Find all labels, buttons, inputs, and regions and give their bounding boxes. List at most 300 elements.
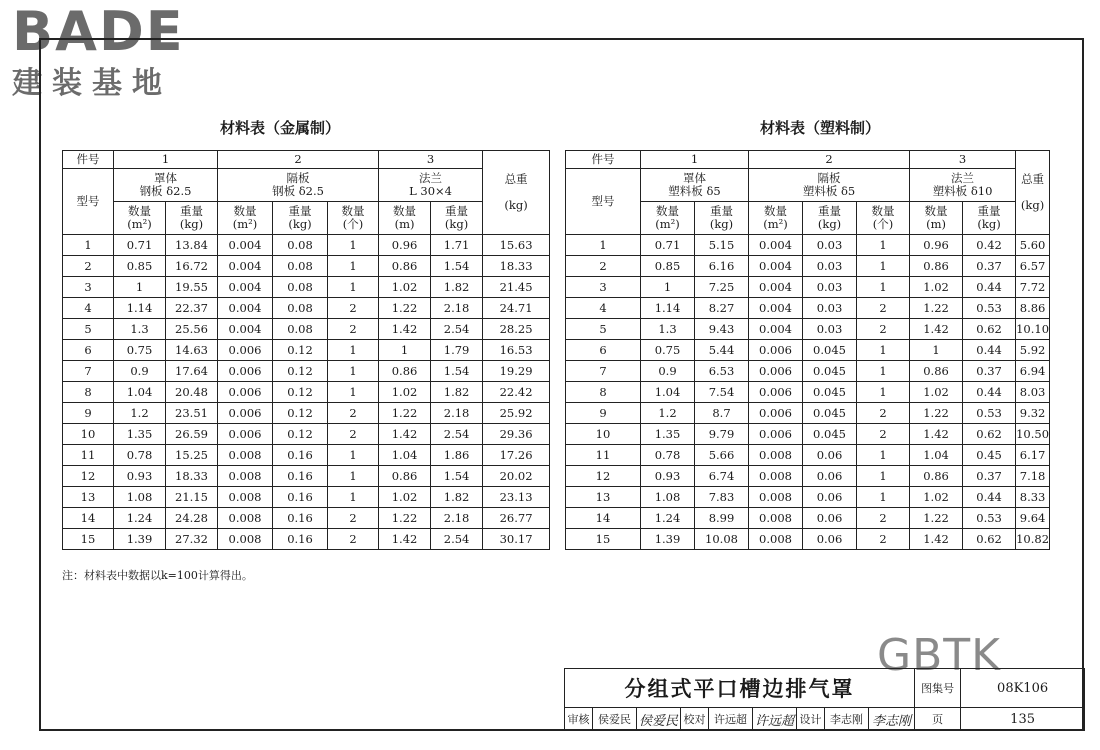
value-cell: 1.08 <box>114 487 166 508</box>
value-cell: 22.42 <box>483 382 550 403</box>
value-cell: 0.62 <box>963 424 1016 445</box>
value-cell: 1 <box>328 277 379 298</box>
value-cell: 1.24 <box>114 508 166 529</box>
value-cell: 1 <box>328 382 379 403</box>
value-cell: 5.44 <box>695 340 749 361</box>
value-cell: 18.33 <box>483 256 550 277</box>
value-cell: 10.08 <box>695 529 749 550</box>
value-cell: 0.53 <box>963 298 1016 319</box>
metal-table-title: 材料表（金属制） <box>219 119 340 137</box>
value-cell: 1 <box>857 361 910 382</box>
part-3-desc: 法兰 L 30×4 <box>379 169 483 202</box>
value-cell: 1.39 <box>114 529 166 550</box>
model-cell: 12 <box>63 466 114 487</box>
table-row <box>63 403 550 424</box>
value-cell: 0.96 <box>910 235 963 256</box>
value-cell: 0.96 <box>379 235 431 256</box>
value-cell: 0.86 <box>910 256 963 277</box>
value-cell: 5.60 <box>1016 235 1050 256</box>
value-cell: 0.004 <box>749 277 803 298</box>
value-cell: 29.36 <box>483 424 550 445</box>
value-cell: 8.7 <box>695 403 749 424</box>
drawing-title: 分组式平口槽边排气罩 <box>565 669 915 708</box>
design-signature: 李志刚 <box>869 708 915 731</box>
col-header: 重量 (kg) <box>803 202 857 235</box>
model-cell: 5 <box>566 319 641 340</box>
table-row <box>566 256 1050 277</box>
model-cell: 8 <box>566 382 641 403</box>
value-cell: 7.18 <box>1016 466 1050 487</box>
value-cell: 1.54 <box>431 466 483 487</box>
value-cell: 10.82 <box>1016 529 1050 550</box>
part-1-no: 1 <box>641 151 749 169</box>
value-cell: 6.53 <box>695 361 749 382</box>
model-cell: 12 <box>566 466 641 487</box>
table-row <box>566 361 1050 382</box>
value-cell: 0.004 <box>218 319 273 340</box>
value-cell: 2 <box>328 319 379 340</box>
review-name: 侯爱民 <box>593 708 637 731</box>
value-cell: 0.004 <box>749 235 803 256</box>
col-header: 数量 (m²) <box>114 202 166 235</box>
value-cell: 2.54 <box>431 529 483 550</box>
col-header: 重量 (kg) <box>695 202 749 235</box>
value-cell: 1.54 <box>431 256 483 277</box>
value-cell: 0.62 <box>963 529 1016 550</box>
metal-material-table <box>62 150 550 550</box>
value-cell: 1 <box>328 487 379 508</box>
value-cell: 22.37 <box>166 298 218 319</box>
value-cell: 0.03 <box>803 256 857 277</box>
model-cell: 6 <box>566 340 641 361</box>
model-cell: 13 <box>566 487 641 508</box>
value-cell: 13.84 <box>166 235 218 256</box>
value-cell: 0.045 <box>803 361 857 382</box>
part-2-desc: 隔板 钢板 δ2.5 <box>218 169 379 202</box>
value-cell: 2.54 <box>431 424 483 445</box>
value-cell: 1 <box>857 382 910 403</box>
value-cell: 0.008 <box>218 466 273 487</box>
value-cell: 0.06 <box>803 466 857 487</box>
value-cell: 1.04 <box>114 382 166 403</box>
value-cell: 0.008 <box>218 508 273 529</box>
value-cell: 0.16 <box>273 487 328 508</box>
value-cell: 2 <box>328 529 379 550</box>
plastic-table-title: 材料表（塑料制） <box>759 119 880 137</box>
value-cell: 0.53 <box>963 403 1016 424</box>
table-row <box>566 529 1050 550</box>
title-block <box>564 668 1085 731</box>
value-cell: 20.48 <box>166 382 218 403</box>
review-label: 审核 <box>565 708 593 731</box>
value-cell: 1.3 <box>641 319 695 340</box>
model-cell: 10 <box>63 424 114 445</box>
value-cell: 1 <box>328 445 379 466</box>
value-cell: 1.02 <box>379 277 431 298</box>
value-cell: 1.71 <box>431 235 483 256</box>
value-cell: 1.08 <box>641 487 695 508</box>
table-row <box>63 508 550 529</box>
col-header: 数量 (m²) <box>641 202 695 235</box>
value-cell: 1.24 <box>641 508 695 529</box>
design-label: 设计 <box>797 708 825 731</box>
value-cell: 0.85 <box>114 256 166 277</box>
value-cell: 1.42 <box>379 424 431 445</box>
part-2-no: 2 <box>749 151 910 169</box>
value-cell: 0.006 <box>218 424 273 445</box>
model-cell: 2 <box>63 256 114 277</box>
value-cell: 0.16 <box>273 445 328 466</box>
value-cell: 1 <box>641 277 695 298</box>
value-cell: 30.17 <box>483 529 550 550</box>
value-cell: 1 <box>857 340 910 361</box>
table-row <box>63 235 550 256</box>
value-cell: 1.82 <box>431 487 483 508</box>
value-cell: 1.04 <box>379 445 431 466</box>
col-header: 重量 (kg) <box>963 202 1016 235</box>
value-cell: 1.02 <box>379 487 431 508</box>
value-cell: 1.82 <box>431 277 483 298</box>
value-cell: 0.44 <box>963 487 1016 508</box>
value-cell: 9.32 <box>1016 403 1050 424</box>
value-cell: 0.08 <box>273 298 328 319</box>
model-cell: 4 <box>63 298 114 319</box>
table-row <box>566 382 1050 403</box>
watermark: GBTK <box>877 630 1002 681</box>
value-cell: 17.26 <box>483 445 550 466</box>
value-cell: 6.17 <box>1016 445 1050 466</box>
value-cell: 6.16 <box>695 256 749 277</box>
value-cell: 26.77 <box>483 508 550 529</box>
atlas-label: 图集号 <box>915 669 961 708</box>
value-cell: 1.02 <box>910 382 963 403</box>
value-cell: 1 <box>857 487 910 508</box>
value-cell: 1 <box>857 235 910 256</box>
model-cell: 1 <box>566 235 641 256</box>
value-cell: 0.08 <box>273 256 328 277</box>
model-cell: 3 <box>566 277 641 298</box>
model-cell: 7 <box>63 361 114 382</box>
col-header: 数量 (m²) <box>218 202 273 235</box>
value-cell: 2 <box>857 529 910 550</box>
part-2-desc: 隔板 塑料板 δ5 <box>749 169 910 202</box>
model-cell: 15 <box>63 529 114 550</box>
value-cell: 1.42 <box>910 319 963 340</box>
value-cell: 0.004 <box>218 277 273 298</box>
value-cell: 0.37 <box>963 361 1016 382</box>
value-cell: 1 <box>379 340 431 361</box>
value-cell: 21.15 <box>166 487 218 508</box>
table-row <box>566 466 1050 487</box>
value-cell: 8.86 <box>1016 298 1050 319</box>
model-cell: 7 <box>566 361 641 382</box>
value-cell: 1.22 <box>910 298 963 319</box>
model-cell: 2 <box>566 256 641 277</box>
table-row <box>566 508 1050 529</box>
value-cell: 0.03 <box>803 319 857 340</box>
model-cell: 11 <box>566 445 641 466</box>
value-cell: 0.006 <box>218 340 273 361</box>
value-cell: 0.16 <box>273 529 328 550</box>
value-cell: 0.12 <box>273 340 328 361</box>
value-cell: 5.15 <box>695 235 749 256</box>
value-cell: 0.85 <box>641 256 695 277</box>
value-cell: 23.13 <box>483 487 550 508</box>
value-cell: 1.02 <box>379 382 431 403</box>
table-row <box>63 340 550 361</box>
value-cell: 1 <box>328 340 379 361</box>
value-cell: 0.44 <box>963 277 1016 298</box>
value-cell: 0.93 <box>641 466 695 487</box>
value-cell: 8.03 <box>1016 382 1050 403</box>
col-header: 数量 (m) <box>910 202 963 235</box>
value-cell: 1.39 <box>641 529 695 550</box>
total-weight-header: 总重 (kg) <box>483 151 550 235</box>
table-row <box>63 256 550 277</box>
part-3-desc: 法兰 塑料板 δ10 <box>910 169 1016 202</box>
value-cell: 5.66 <box>695 445 749 466</box>
col-header: 数量 (m²) <box>749 202 803 235</box>
value-cell: 0.9 <box>114 361 166 382</box>
col-header: 数量 (个) <box>857 202 910 235</box>
value-cell: 0.045 <box>803 403 857 424</box>
value-cell: 18.33 <box>166 466 218 487</box>
value-cell: 2.18 <box>431 403 483 424</box>
value-cell: 1 <box>857 277 910 298</box>
value-cell: 17.64 <box>166 361 218 382</box>
value-cell: 0.004 <box>749 298 803 319</box>
value-cell: 0.12 <box>273 424 328 445</box>
value-cell: 0.008 <box>749 529 803 550</box>
value-cell: 1.42 <box>910 529 963 550</box>
table-row <box>566 340 1050 361</box>
model-header: 型号 <box>566 169 641 235</box>
model-cell: 15 <box>566 529 641 550</box>
value-cell: 1.14 <box>114 298 166 319</box>
part-3-no: 3 <box>379 151 483 169</box>
value-cell: 1.22 <box>379 508 431 529</box>
value-cell: 1.22 <box>379 403 431 424</box>
logo-main-text: BADE <box>12 0 185 63</box>
review-signature: 侯爱民 <box>637 708 681 731</box>
value-cell: 19.29 <box>483 361 550 382</box>
check-signature: 许远超 <box>753 708 797 731</box>
value-cell: 0.045 <box>803 340 857 361</box>
value-cell: 9.43 <box>695 319 749 340</box>
value-cell: 0.44 <box>963 382 1016 403</box>
table-row <box>63 487 550 508</box>
value-cell: 0.03 <box>803 235 857 256</box>
value-cell: 0.008 <box>218 445 273 466</box>
value-cell: 7.25 <box>695 277 749 298</box>
value-cell: 0.03 <box>803 277 857 298</box>
value-cell: 9.64 <box>1016 508 1050 529</box>
value-cell: 2 <box>328 424 379 445</box>
value-cell: 1 <box>328 235 379 256</box>
table-row <box>63 319 550 340</box>
col-header: 数量 (个) <box>328 202 379 235</box>
value-cell: 6.57 <box>1016 256 1050 277</box>
atlas-number: 08K106 <box>961 669 1085 708</box>
value-cell: 0.06 <box>803 508 857 529</box>
model-cell: 1 <box>63 235 114 256</box>
value-cell: 19.55 <box>166 277 218 298</box>
value-cell: 5.92 <box>1016 340 1050 361</box>
check-name: 许远超 <box>709 708 753 731</box>
value-cell: 0.62 <box>963 319 1016 340</box>
value-cell: 7.54 <box>695 382 749 403</box>
value-cell: 0.004 <box>218 235 273 256</box>
value-cell: 1 <box>857 445 910 466</box>
value-cell: 2 <box>857 424 910 445</box>
model-cell: 9 <box>566 403 641 424</box>
value-cell: 1.35 <box>114 424 166 445</box>
value-cell: 0.008 <box>749 445 803 466</box>
col-header: 重量 (kg) <box>273 202 328 235</box>
model-cell: 4 <box>566 298 641 319</box>
value-cell: 0.045 <box>803 382 857 403</box>
value-cell: 0.75 <box>114 340 166 361</box>
value-cell: 2 <box>857 319 910 340</box>
value-cell: 8.27 <box>695 298 749 319</box>
value-cell: 0.008 <box>218 487 273 508</box>
value-cell: 1.02 <box>910 487 963 508</box>
model-cell: 9 <box>63 403 114 424</box>
part-1-desc: 罩体 塑料板 δ5 <box>641 169 749 202</box>
value-cell: 0.86 <box>379 466 431 487</box>
part-1-desc: 罩体 钢板 δ2.5 <box>114 169 218 202</box>
value-cell: 0.06 <box>803 529 857 550</box>
value-cell: 0.78 <box>641 445 695 466</box>
value-cell: 7.83 <box>695 487 749 508</box>
value-cell: 1 <box>857 256 910 277</box>
value-cell: 0.08 <box>273 319 328 340</box>
value-cell: 2 <box>328 403 379 424</box>
value-cell: 1 <box>114 277 166 298</box>
col-header: 重量 (kg) <box>431 202 483 235</box>
model-cell: 14 <box>63 508 114 529</box>
part-2-no: 2 <box>218 151 379 169</box>
part-3-no: 3 <box>910 151 1016 169</box>
value-cell: 1 <box>328 256 379 277</box>
table-row <box>566 277 1050 298</box>
value-cell: 16.53 <box>483 340 550 361</box>
model-cell: 5 <box>63 319 114 340</box>
value-cell: 0.78 <box>114 445 166 466</box>
table-row <box>63 277 550 298</box>
value-cell: 7.72 <box>1016 277 1050 298</box>
value-cell: 0.006 <box>749 361 803 382</box>
value-cell: 0.08 <box>273 277 328 298</box>
value-cell: 0.86 <box>910 466 963 487</box>
value-cell: 0.045 <box>803 424 857 445</box>
value-cell: 0.9 <box>641 361 695 382</box>
value-cell: 9.79 <box>695 424 749 445</box>
value-cell: 0.008 <box>218 529 273 550</box>
value-cell: 0.006 <box>218 403 273 424</box>
value-cell: 0.37 <box>963 466 1016 487</box>
value-cell: 0.45 <box>963 445 1016 466</box>
value-cell: 0.004 <box>218 298 273 319</box>
value-cell: 1.82 <box>431 382 483 403</box>
value-cell: 1.22 <box>910 403 963 424</box>
value-cell: 0.006 <box>749 382 803 403</box>
value-cell: 1.42 <box>379 319 431 340</box>
table-row <box>566 424 1050 445</box>
value-cell: 10.10 <box>1016 319 1050 340</box>
value-cell: 0.44 <box>963 340 1016 361</box>
value-cell: 0.006 <box>749 424 803 445</box>
value-cell: 1 <box>328 466 379 487</box>
value-cell: 2.18 <box>431 508 483 529</box>
value-cell: 0.71 <box>641 235 695 256</box>
value-cell: 1.54 <box>431 361 483 382</box>
page-number: 135 <box>961 708 1085 731</box>
value-cell: 1.86 <box>431 445 483 466</box>
model-cell: 3 <box>63 277 114 298</box>
model-cell: 11 <box>63 445 114 466</box>
value-cell: 0.37 <box>963 256 1016 277</box>
col-header: 数量 (m) <box>379 202 431 235</box>
value-cell: 21.45 <box>483 277 550 298</box>
table-row <box>63 529 550 550</box>
value-cell: 0.008 <box>749 508 803 529</box>
value-cell: 0.71 <box>114 235 166 256</box>
value-cell: 0.12 <box>273 403 328 424</box>
value-cell: 2.18 <box>431 298 483 319</box>
model-cell: 10 <box>566 424 641 445</box>
part-no-header: 件号 <box>63 151 114 169</box>
value-cell: 2 <box>857 298 910 319</box>
value-cell: 0.75 <box>641 340 695 361</box>
total-weight-header: 总重 (kg) <box>1016 151 1050 235</box>
value-cell: 0.86 <box>379 256 431 277</box>
value-cell: 26.59 <box>166 424 218 445</box>
value-cell: 6.74 <box>695 466 749 487</box>
value-cell: 1.2 <box>114 403 166 424</box>
model-cell: 13 <box>63 487 114 508</box>
value-cell: 0.004 <box>218 256 273 277</box>
value-cell: 0.16 <box>273 508 328 529</box>
page-label: 页 <box>915 708 961 731</box>
value-cell: 0.004 <box>749 256 803 277</box>
table-row <box>566 403 1050 424</box>
value-cell: 8.99 <box>695 508 749 529</box>
value-cell: 1.04 <box>910 445 963 466</box>
value-cell: 0.006 <box>218 361 273 382</box>
value-cell: 2.54 <box>431 319 483 340</box>
model-cell: 8 <box>63 382 114 403</box>
value-cell: 20.02 <box>483 466 550 487</box>
value-cell: 1.3 <box>114 319 166 340</box>
value-cell: 0.53 <box>963 508 1016 529</box>
table-row <box>566 319 1050 340</box>
value-cell: 0.008 <box>749 466 803 487</box>
value-cell: 1.42 <box>910 424 963 445</box>
value-cell: 1.22 <box>379 298 431 319</box>
value-cell: 14.63 <box>166 340 218 361</box>
value-cell: 0.006 <box>749 340 803 361</box>
value-cell: 8.33 <box>1016 487 1050 508</box>
value-cell: 0.12 <box>273 361 328 382</box>
model-cell: 6 <box>63 340 114 361</box>
value-cell: 16.72 <box>166 256 218 277</box>
value-cell: 1.35 <box>641 424 695 445</box>
logo-sub-text: 建装基地 <box>12 66 172 101</box>
value-cell: 0.93 <box>114 466 166 487</box>
value-cell: 2 <box>857 508 910 529</box>
value-cell: 0.16 <box>273 466 328 487</box>
